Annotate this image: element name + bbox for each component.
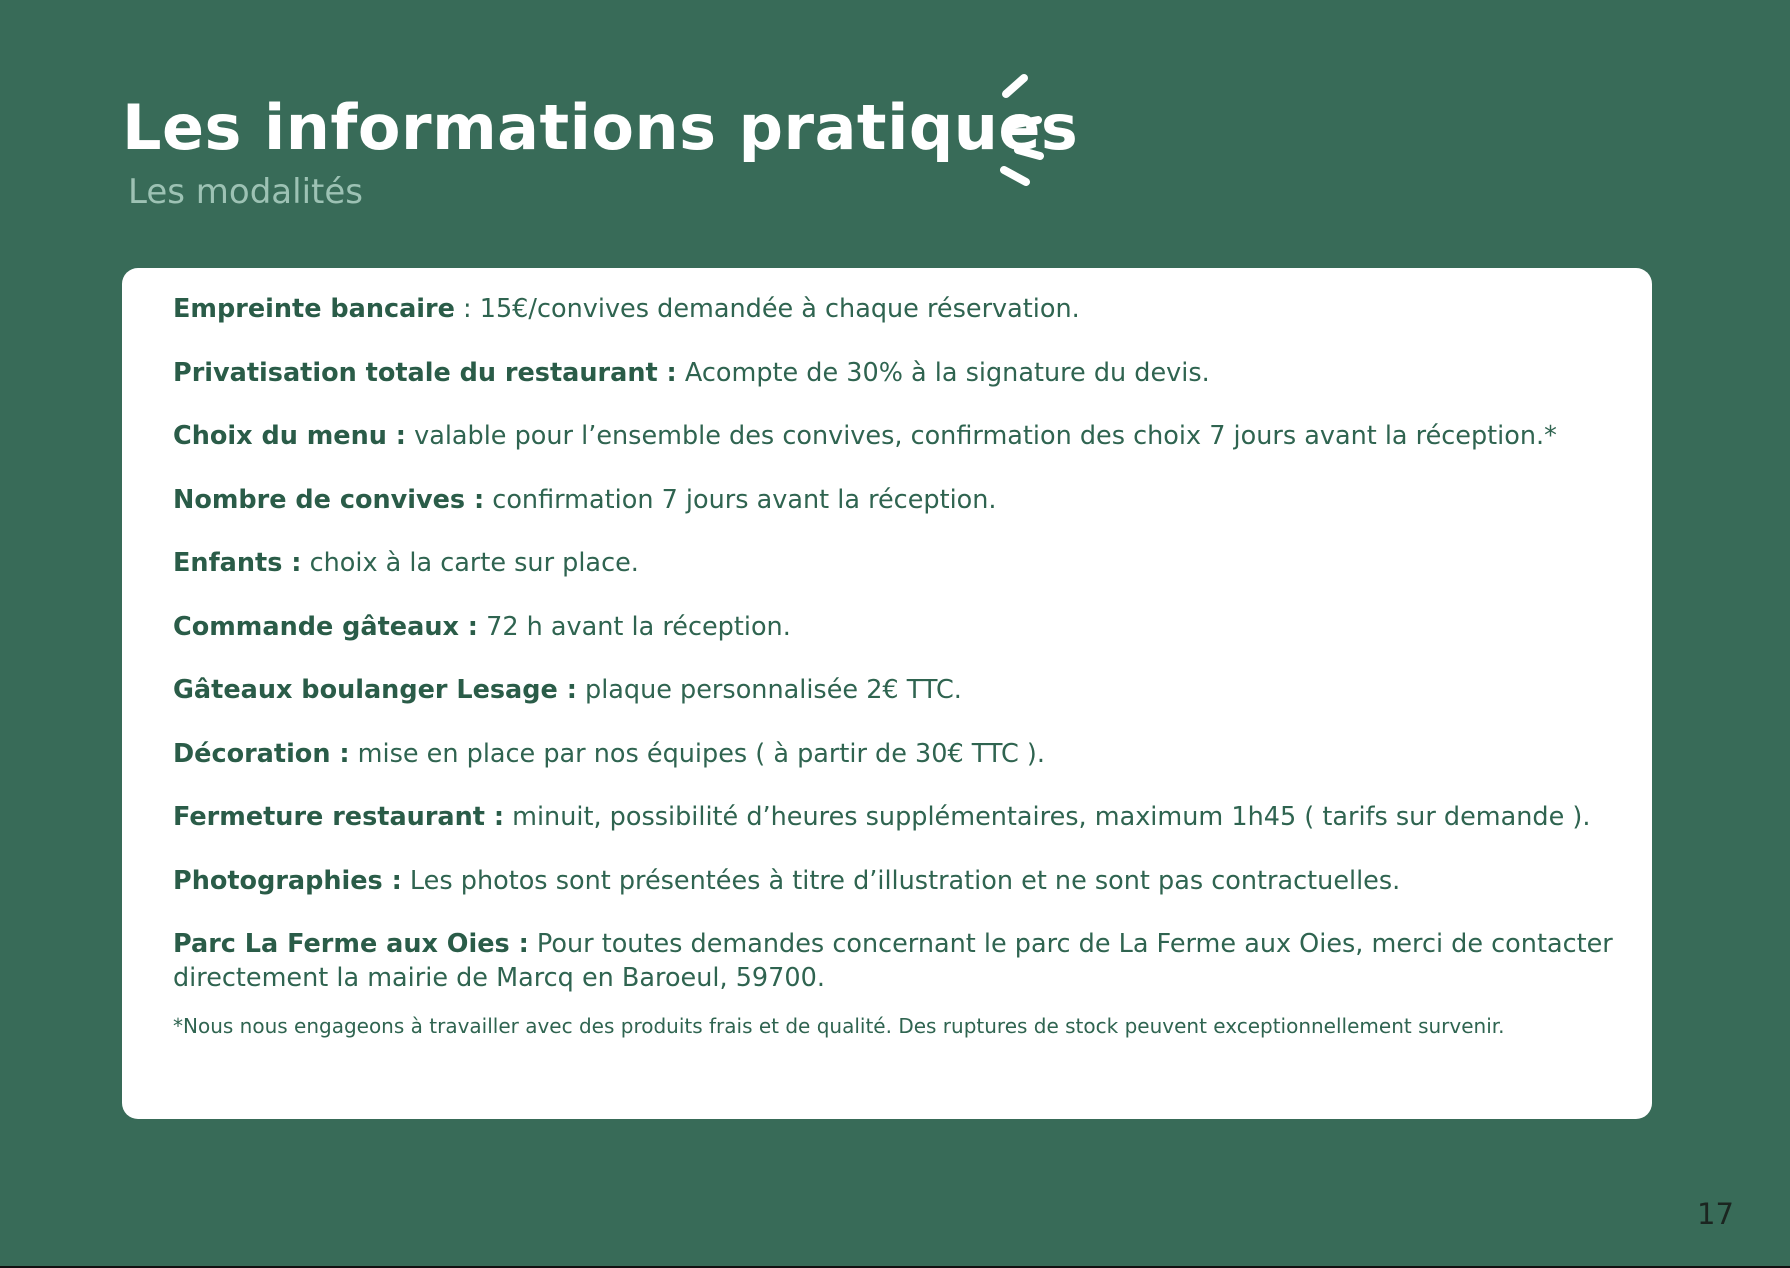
info-item-text: valable pour l’ensemble des convives, confirmation des choix 7 jours avant la réception.* — [414, 421, 1557, 451]
sparkle-icon — [988, 70, 1056, 192]
info-item-label: Photographies : — [173, 865, 402, 896]
info-item-text: Pour toutes demandes concernant le parc de La Ferme aux Oies, merci de contacter directement la mairie de Marcq en Baroeul, 59700. — [173, 929, 1613, 993]
info-item-text: minuit, possibilité d’heures supplémentaires, maximum 1h45 ( tarifs sur demande ). — [512, 802, 1591, 832]
info-item-label: Enfants : — [173, 548, 302, 578]
info-item-commande-gateaux — [173, 610, 1616, 644]
footnote: *Nous nous engageons à travailler avec des produits frais et de qualité. Des ruptures de stock peuvent exceptionnellement survenir. — [173, 1014, 1505, 1038]
info-item-label: Empreinte bancaire — [173, 294, 455, 324]
info-item-fermeture — [173, 800, 1616, 834]
info-item-text: 15€/convives demandée à chaque réservation. — [479, 294, 1080, 324]
info-item-label: Nombre de convives : — [173, 484, 485, 515]
info-item-enfants — [173, 546, 1616, 580]
info-card — [122, 268, 1652, 1119]
info-item-label: Parc La Ferme aux Oies : — [173, 929, 529, 959]
info-item-text: mise en place par nos équipes ( à partir de 30€ TTC ). — [357, 738, 1045, 769]
info-item-nombre-convives — [173, 483, 1616, 517]
info-item-empreinte-bancaire: Empreinte bancaire : 15€/convives demandée à chaque réservation. — [173, 294, 1080, 324]
info-item-photographies — [173, 864, 1616, 898]
page-number: 17 — [1697, 1197, 1734, 1231]
info-item-label: Commande gâteaux : — [173, 611, 478, 642]
info-item-label: Fermeture restaurant : — [173, 802, 505, 832]
info-item-parc-ferme-oies — [173, 927, 1616, 995]
info-item-label: Gâteaux boulanger Lesage : — [173, 675, 577, 705]
info-item-choix-menu — [173, 419, 1616, 453]
info-item-text: confirmation 7 jours avant la réception. — [492, 484, 997, 515]
info-item-decoration — [173, 737, 1616, 771]
info-item-text: plaque personnalisée 2€ TTC. — [585, 675, 962, 705]
info-item-gateaux-lesage — [173, 673, 1616, 707]
info-item-text: Les photos sont présentées à titre d’illustration et ne sont pas contractuelles. — [409, 865, 1401, 896]
info-item-privatisation — [173, 356, 1616, 390]
info-item-text: 72 h avant la réception. — [486, 611, 791, 642]
page-title: Les informations pratiques — [122, 91, 1079, 164]
page-subtitle: Les modalités — [128, 172, 363, 212]
info-item-text: Acompte de 30% à la signature du devis. — [684, 357, 1210, 388]
info-item-label: Choix du menu : — [173, 421, 406, 451]
info-item-text: choix à la carte sur place. — [309, 548, 639, 578]
info-item-label: Privatisation totale du restaurant : — [173, 357, 677, 388]
info-item-label: Décoration : — [173, 738, 350, 769]
